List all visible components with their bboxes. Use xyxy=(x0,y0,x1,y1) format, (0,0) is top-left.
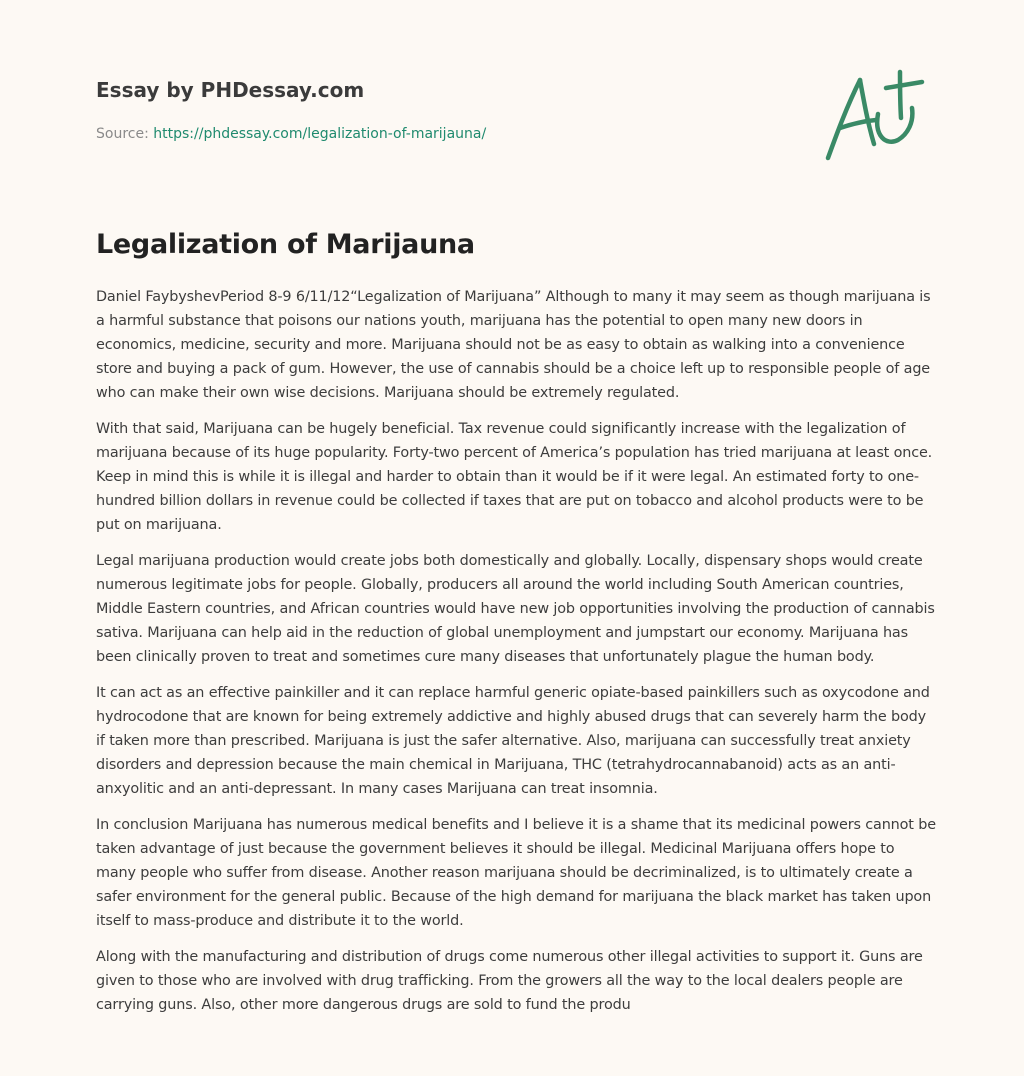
essay-title: Legalization of Marijauna xyxy=(96,229,475,260)
essay-paragraph: Along with the manufacturing and distribution of drugs come numerous other illegal activities to support it. Guns are given to those who are involved with drug trafficking. From the growers all the way to the local dealers people are carrying guns. Also, other more dangerous drugs are sold to fund the produ xyxy=(96,949,923,1013)
essay-paragraph: It can act as an effective painkiller and it can replace harmful generic opiate-based painkillers such as oxycodone and hydrocodone that are known for being extremely addictive and highly abused drugs that can severely harm the body if taken more than prescribed. Marijuana is just the safer alternative. Also, marijuana can successfully treat anxiety disorders and depression because the main chemical in Marijuana, THC (tetrahydrocannabanoid) acts as an anti-anxyolitic and an anti-depressant. In many cases Marijuana can treat insomnia. xyxy=(96,685,930,797)
source-line xyxy=(96,124,796,144)
essay-paragraph: Legal marijuana production would create jobs both domestically and globally. Locally, dispensary shops would create numerous legitimate jobs for people. Globally, producers all around the world including South American countries, Middle Eastern countries, and African countries would have new job opportunities involving the production of cannabis sativa. Marijuana can help aid in the reduction of global unemployment and jumpstart our economy. Marijuana has been clinically proven to treat and sometimes cure many diseases that unfortunately plague the human body. xyxy=(96,553,935,665)
essay-paragraph: With that said, Marijuana can be hugely beneficial. Tax revenue could significantly increase with the legalization of marijuana because of its huge popularity. Forty-two percent of America’s population has tried marijuana at least once. Keep in mind this is while it is illegal and harder to obtain than it would be if it were legal. An estimated forty to one-hundred billion dollars in revenue could be collected if taxes that are put on tobacco and alcohol products were to be put on marijuana. xyxy=(96,421,933,533)
source-label: Source: xyxy=(96,126,154,142)
essay-paragraph: In conclusion Marijuana has numerous medical benefits and I believe it is a shame that its medicinal powers cannot be taken advantage of just because the government believes it should be illegal. Medicinal Marijuana offers hope to many people who suffer from disease. Another reason marijuana should be decriminalized, is to ultimately create a safer environment for the general public. Because of the high demand for marijuana the black market has taken upon itself to mass-produce and distribute it to the world. xyxy=(96,817,936,929)
source-link[interactable]: https://phdessay.com/legalization-of-marijauna/ xyxy=(153,126,487,142)
essay-paragraph: Daniel FaybyshevPeriod 8-9 6/11/12“Legalization of Marijuana” Although to many it may seem as though marijuana is a harmful substance that poisons our nations youth, marijuana has the potential to open many new doors in economics, medicine, security and more. Marijuana should not be as easy to obtain as walking into a convenience store and buying a pack of gum. However, the use of cannabis should be a choice left up to responsible people of age who can make their own wise decisions. Marijuana should be extremely regulated. xyxy=(96,289,931,401)
page-header xyxy=(96,76,796,144)
a-plus-grade-icon xyxy=(820,66,930,166)
essay-body xyxy=(96,285,938,1029)
brand-title: Essay by PHDessay.com xyxy=(96,78,365,102)
